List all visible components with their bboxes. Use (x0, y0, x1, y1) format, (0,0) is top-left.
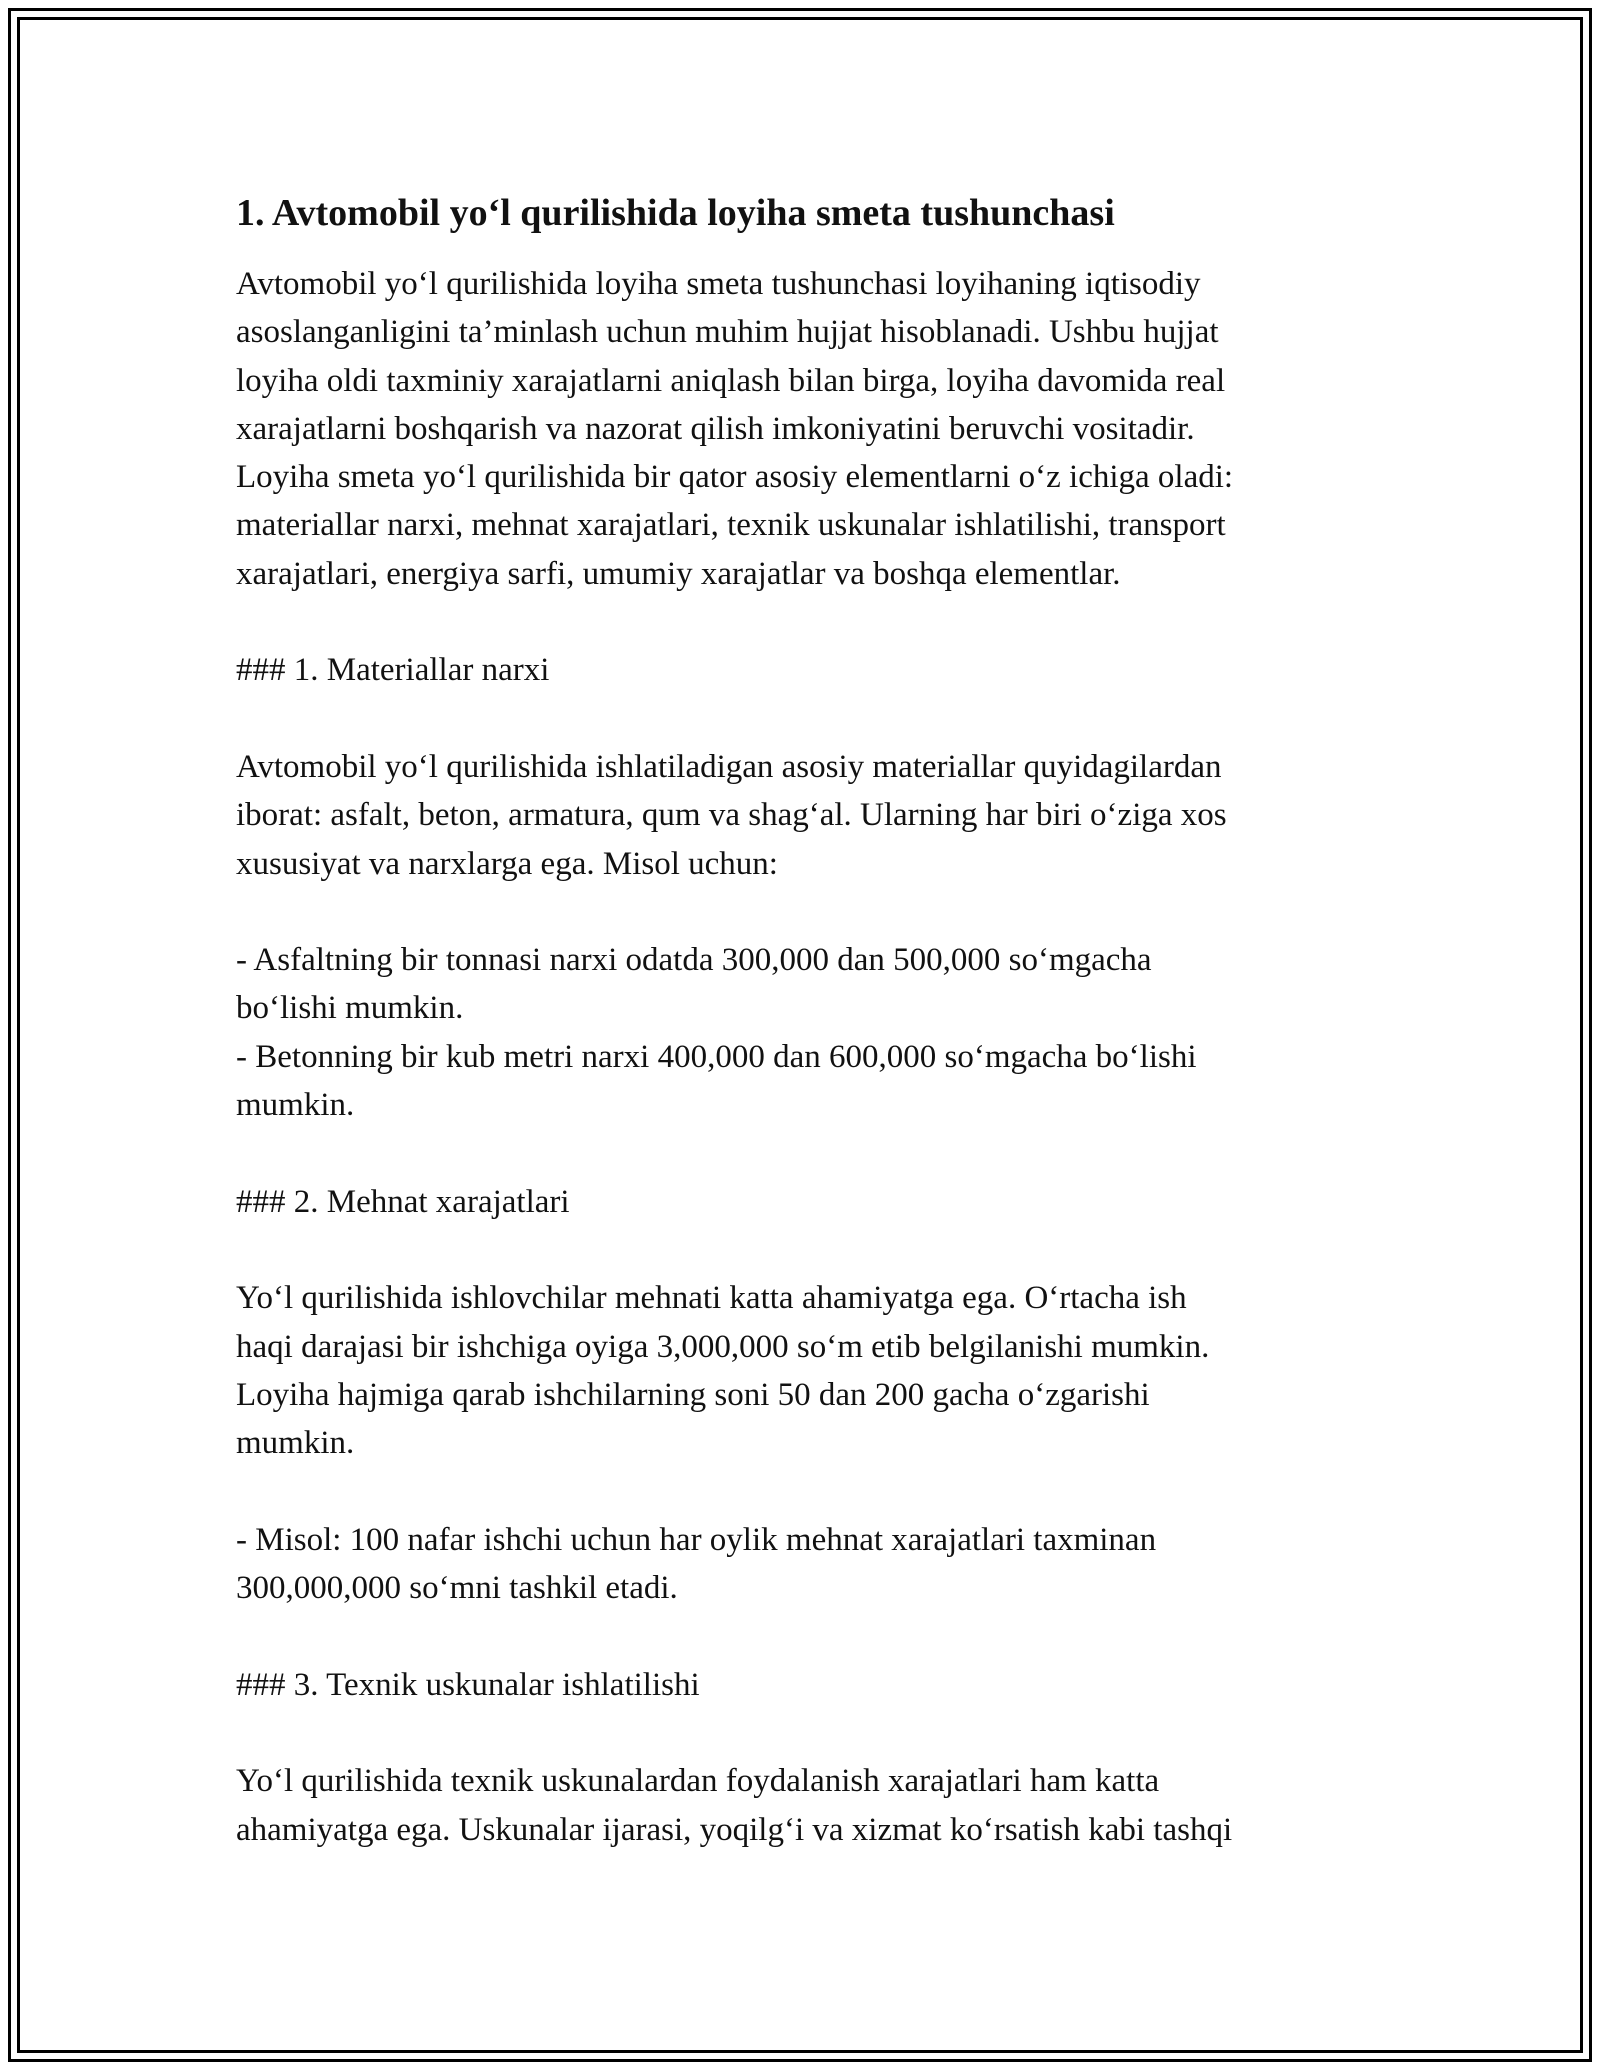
paragraph-gap (236, 1612, 1376, 1660)
paragraph-gap (236, 888, 1376, 936)
labor-paragraph: Yo‘l qurilishida ishlovchilar mehnati katta ahamiyatga ega. O‘rtacha ish haqi darajasi bir ishchiga oyiga 3,000,000 so‘m etib belgilanishi mumkin. Loyiha hajmiga qarab ishchilarning soni 50 dan 200 gacha o‘zgarishi mumkin. (236, 1280, 1210, 1462)
paragraph-gap (236, 598, 1376, 646)
document-body (236, 186, 1376, 1854)
paragraph-gap (236, 1129, 1376, 1177)
document-title: 1. Avtomobil yo‘l qurilishida loyiha smeta tushunchasi (236, 192, 1115, 234)
section-heading-equipment: ### 3. Texnik uskunalar ishlatilishi (236, 1666, 700, 1703)
section-heading-materials: ### 1. Materiallar narxi (236, 652, 550, 689)
intro-paragraph: Avtomobil yo‘l qurilishida loyiha smeta tushunchasi loyihaning iqtisodiy asoslanganligini ta’minlash uchun muhim hujjat hisoblanadi. Ushbu hujjat loyiha oldi taxminiy xarajatlarni aniqlash bilan birga, loyiha davomida real xarajatlarni boshqarish va nazorat qilish imkoniyatini beruvchi vositadir. Loyiha smeta yo‘l qurilishida bir qator asosiy elementlarni o‘z ichiga oladi: materiallar narxi, mehnat xarajatlari, texnik uskunalar ishlatilishi, transport xarajatlari, energiya sarfi, umumiy xarajatlar va boshqa elementlar. (236, 266, 1234, 592)
paragraph-gap (236, 1709, 1376, 1757)
materials-price-list: - Asfaltning bir tonnasi narxi odatda 300,000 dan 500,000 so‘mgacha bo‘lishi mumkin. - Betonning bir kub metri narxi 400,000 dan 600,000 so‘mgacha bo‘lishi mumkin. (236, 942, 1197, 1124)
paragraph-gap (236, 1467, 1376, 1515)
paragraph-gap (236, 1226, 1376, 1274)
paragraph-gap (236, 695, 1376, 743)
labor-example: - Misol: 100 nafar ishchi uchun har oylik mehnat xarajatlari taxminan 300,000,000 so‘mni tashkil etadi. (236, 1521, 1157, 1607)
materials-paragraph: Avtomobil yo‘l qurilishida ishlatiladigan asosiy materiallar quyidagilardan iborat: asfalt, beton, armatura, qum va shag‘al. Ularning har biri o‘ziga xos xususiyat va narxlarga ega. Misol uchun: (236, 748, 1227, 882)
section-heading-labor: ### 2. Mehnat xarajatlari (236, 1183, 570, 1220)
equipment-paragraph: Yo‘l qurilishida texnik uskunalardan foydalanish xarajatlari ham katta ahamiyatga ega. Uskunalar ijarasi, yoqilg‘i va xizmat ko‘rsatish kabi tashqi (236, 1763, 1233, 1848)
